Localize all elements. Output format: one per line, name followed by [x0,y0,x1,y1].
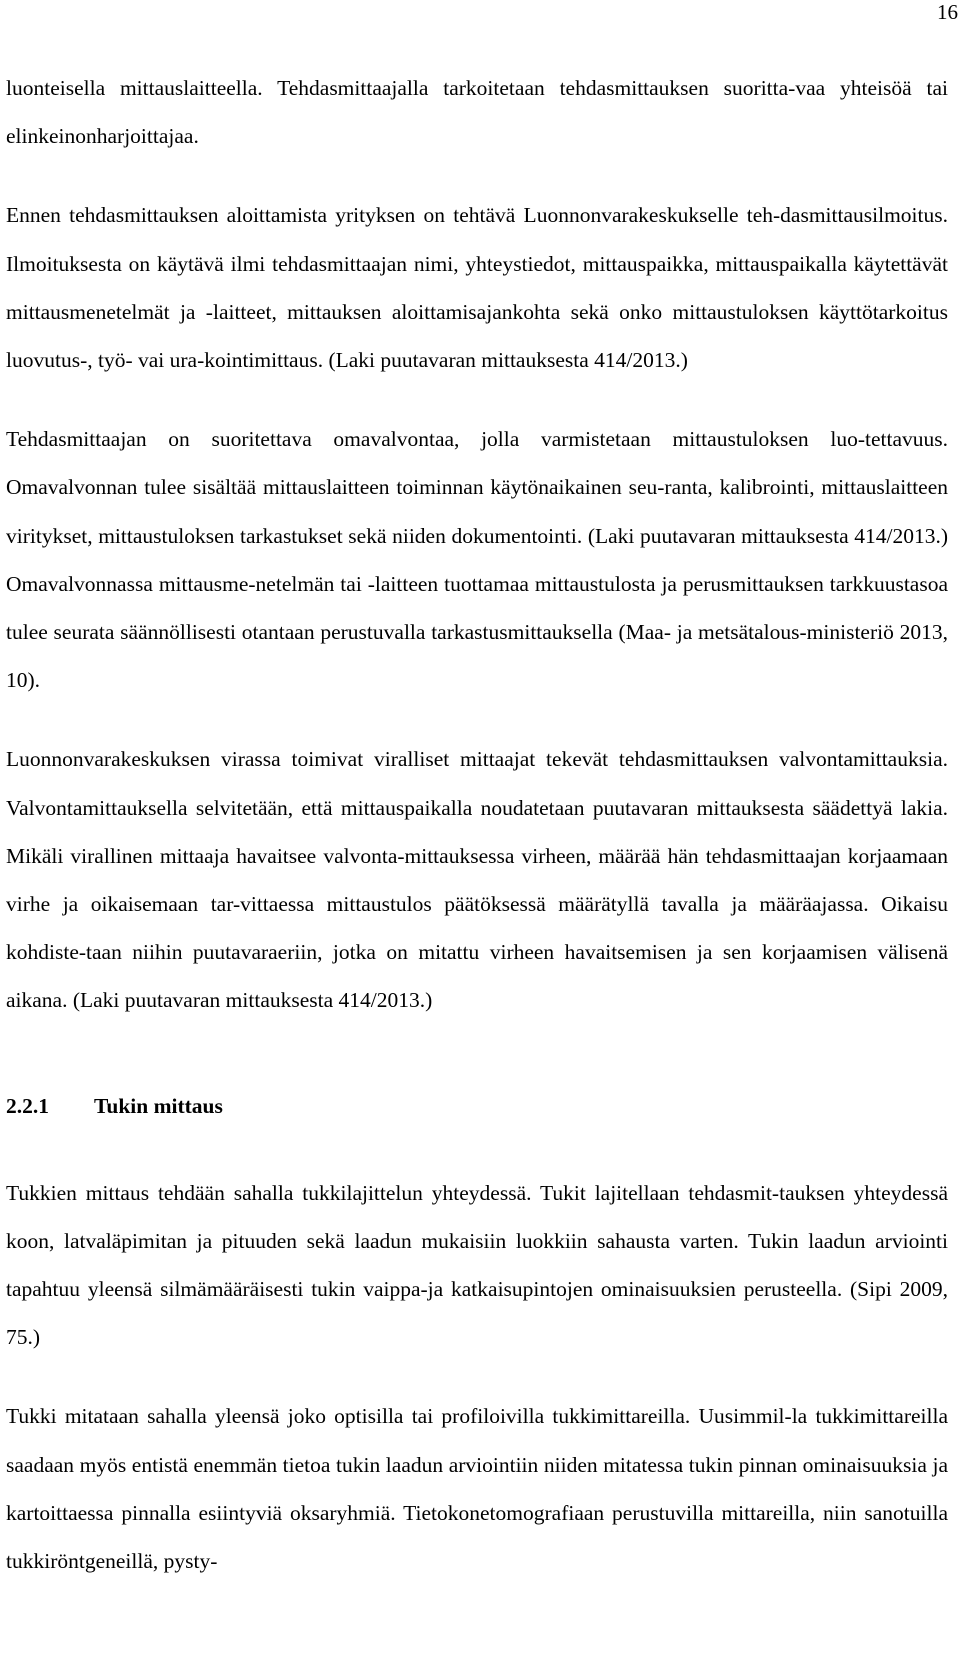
paragraph: Luonnonvarakeskuksen virassa toimivat viralliset mittaajat tekevät tehdasmittauksen valvontamittauksia. Valvontamittauksella selvitetään, että mittauspaikalla noudatetaan puutavaran mittauksesta säädettyä lakia. Mikäli virallinen mittaaja havaitsee valvonta-mittauksessa virheen, määrää hän tehdasmittaajan korjaamaan virhe ja oikaisemaan tar-vittaessa mittaustulos päätöksessä määrätyllä tavalla ja määräajassa. Oikaisu kohdiste-taan niihin puutavaraeriin, jotka on mitattu virheen havaitsemisen ja sen korjaamisen välisenä aikana. (Laki puutavaran mittauksesta 414/2013.) [6,747,948,1013]
paragraph: Tukkien mittaus tehdään sahalla tukkilajittelun yhteydessä. Tukit lajitellaan tehdasmit-tauksen yhteydessä koon, latvaläpimitan ja pituuden sekä laadun mukaisiin luokkiin sahausta varten. Tukin laadun arviointi tapahtuu yleensä silmämääräisesti tukin vaippa-ja katkaisupintojen ominaisuuksien perusteella. (Sipi 2009, 75.) [6,1180,948,1350]
paragraph: Tukki mitataan sahalla yleensä joko optisilla tai profiloivilla tukkimittareilla. Uusimmil-la tukkimittareilla saadaan myös entistä enemmän tietoa tukin laadun arviointiin niiden mitatessa tukin pinnan ominaisuuksia ja kartoittaessa pinnalla esiintyviä oksaryhmiä. Tietokonetomografiaan perustuvilla mittareilla, niin sanotuilla tukkiröntgeneillä, pysty- [6,1404,948,1574]
section-heading [6,1082,948,1130]
section-number: 2.2.1 [6,1093,49,1118]
paragraph: Tehdasmittaajan on suoritettava omavalvontaa, jolla varmistetaan mittaustuloksen luo-tettavuus. Omavalvonnan tulee sisältää mittauslaitteen toiminnan käytönaikainen seu-ranta, kalibrointi, mittauslaitteen viritykset, mittaustuloksen tarkastukset sekä niiden dokumentointi. (Laki puutavaran mittauksesta 414/2013.) Omavalvonnassa mittausme-netelmän tai -laitteen tuottamaa mittaustulosta ja perusmittauksen tarkkuustasoa tulee seurata säännöllisesti otantaan perustuvalla tarkastusmittauksella (Maa- ja metsätalous-ministeriö 2013, 10). [6,427,948,693]
page-number: 16 [937,0,958,24]
section-title: Tukin mittaus [94,1093,223,1118]
paragraph: Ennen tehdasmittauksen aloittamista yrityksen on tehtävä Luonnonvarakeskukselle teh-dasmittausilmoitus. Ilmoituksesta on käytävä ilmi tehdasmittaajan nimi, yhteystiedot, mittauspaikka, mittauspaikalla käytettävät mittausmenetelmät ja -laitteet, mittauksen aloittamisajankohta sekä onko mittaustuloksen käyttötarkoitus luovutus-, työ- vai ura-kointimittaus. (Laki puutavaran mittauksesta 414/2013.) [6,203,948,373]
document-body [6,64,948,1585]
paragraph: luonteisella mittauslaitteella. Tehdasmittaajalla tarkoitetaan tehdasmittauksen suoritta-vaa yhteisöä tai elinkeinonharjoittajaa. [6,76,948,149]
